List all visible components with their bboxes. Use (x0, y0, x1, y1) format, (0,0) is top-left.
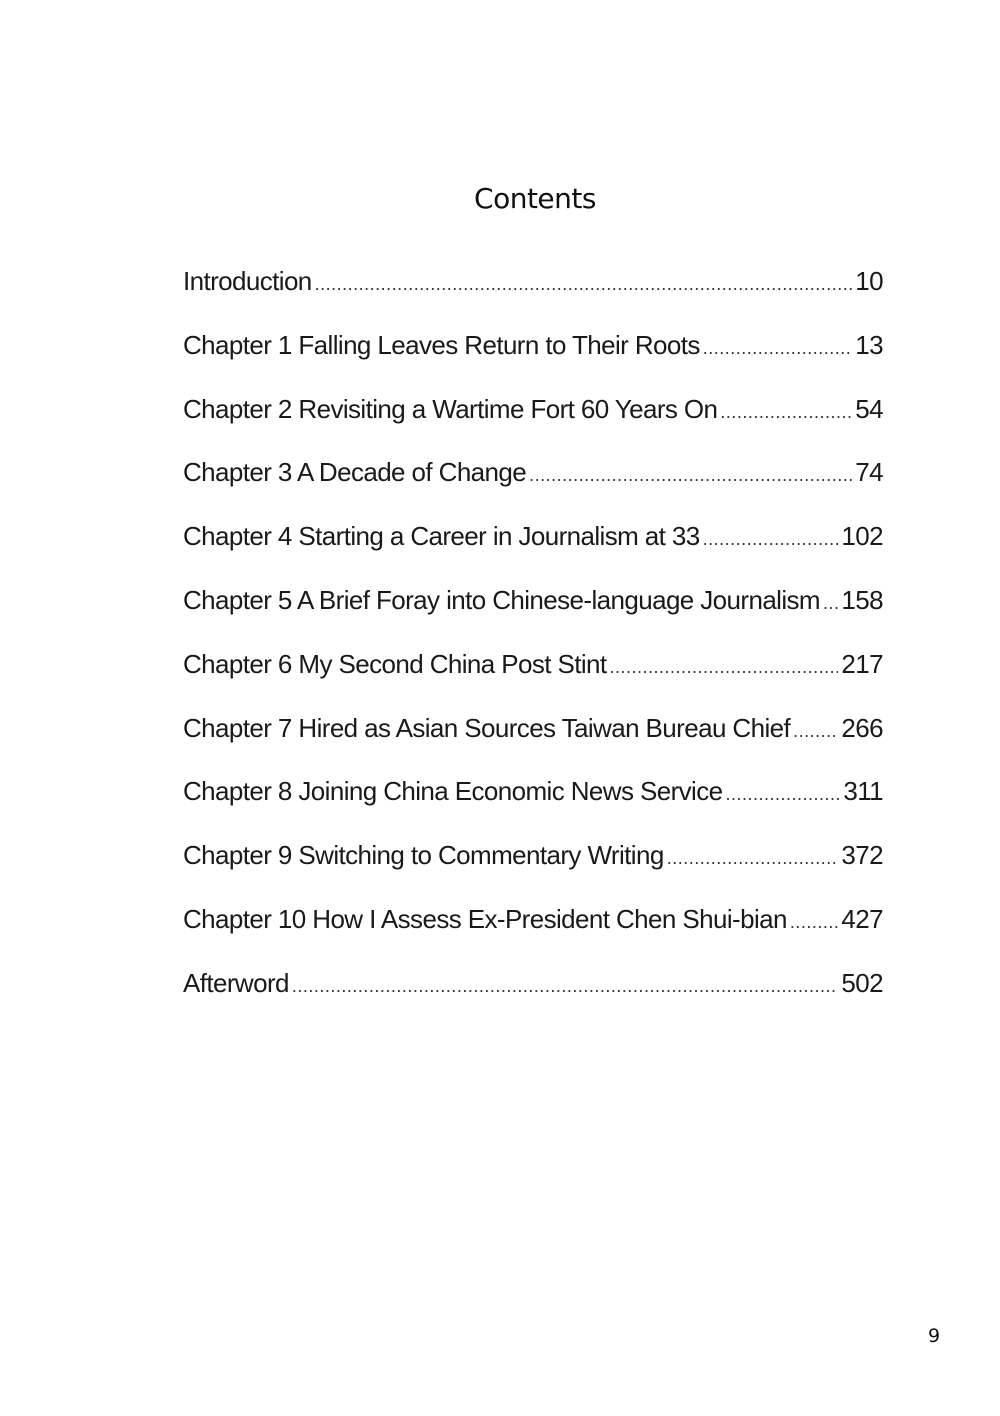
dot-leader (610, 657, 839, 678)
toc-entry-chapter-7 (183, 713, 883, 777)
toc-entry-label: Introduction (183, 266, 312, 296)
toc-entry-afterword (183, 968, 883, 1032)
dot-leader (720, 402, 852, 423)
toc-entry-label: Chapter 4 Starting a Career in Journalism at 33 (183, 521, 700, 552)
toc-entry-page: 372 (841, 840, 883, 871)
toc-entry-label: Afterword (183, 967, 289, 998)
toc-entry-label: Chapter 6 My Second China Post Stint (183, 648, 607, 679)
toc-entry-page: 217 (841, 648, 883, 679)
toc-entry-chapter-2 (183, 394, 883, 458)
toc-entry-chapter-6 (183, 649, 883, 713)
toc-entry-chapter-1 (183, 330, 883, 394)
toc-entry-page: 102 (841, 521, 883, 552)
dot-leader (793, 721, 838, 742)
toc-entry-page: 427 (841, 903, 883, 934)
dot-leader (315, 274, 853, 295)
toc-entry-page: 502 (841, 967, 883, 998)
toc-entry-page: 54 (855, 393, 883, 424)
toc-entry-chapter-4 (183, 521, 883, 585)
toc-entry-label: Chapter 5 A Brief Foray into Chinese-language Journalism (183, 584, 820, 615)
toc-entry-label: Chapter 3 A Decade of Change (183, 457, 527, 488)
table-of-contents (183, 266, 883, 1032)
page-number: 9 (928, 1325, 941, 1347)
page-title: Contents (474, 182, 596, 215)
dot-leader (726, 784, 841, 805)
toc-entry-page: 266 (841, 712, 883, 743)
toc-entry-page: 158 (841, 584, 883, 615)
toc-entry-label: Chapter 7 Hired as Asian Sources Taiwan Bureau Chief (183, 712, 791, 743)
toc-entry-page: 13 (855, 329, 883, 360)
toc-entry-introduction (183, 266, 883, 330)
toc-entry-page: 74 (855, 457, 883, 488)
toc-entry-page: 10 (855, 266, 883, 296)
toc-entry-chapter-10 (183, 904, 883, 968)
toc-entry-page: 311 (843, 776, 883, 807)
toc-entry-label: Chapter 8 Joining China Economic News Service (183, 776, 723, 807)
toc-entry-chapter-3 (183, 457, 883, 521)
toc-entry-label: Chapter 9 Switching to Commentary Writing (183, 840, 664, 871)
toc-entry-chapter-8 (183, 776, 883, 840)
toc-entry-label: Chapter 1 Falling Leaves Return to Their Roots (183, 329, 700, 360)
dot-leader (292, 976, 839, 997)
dot-leader (667, 848, 839, 869)
dot-leader (790, 912, 839, 933)
toc-entry-label: Chapter 10 How I Assess Ex-President Chen Shui-bian (183, 903, 787, 934)
dot-leader (703, 529, 839, 550)
dot-leader (529, 465, 852, 486)
dot-leader (823, 593, 838, 614)
toc-entry-label: Chapter 2 Revisiting a Wartime Fort 60 Years On (183, 393, 718, 424)
toc-entry-chapter-5 (183, 585, 883, 649)
toc-entry-chapter-9 (183, 840, 883, 904)
dot-leader (703, 338, 853, 359)
